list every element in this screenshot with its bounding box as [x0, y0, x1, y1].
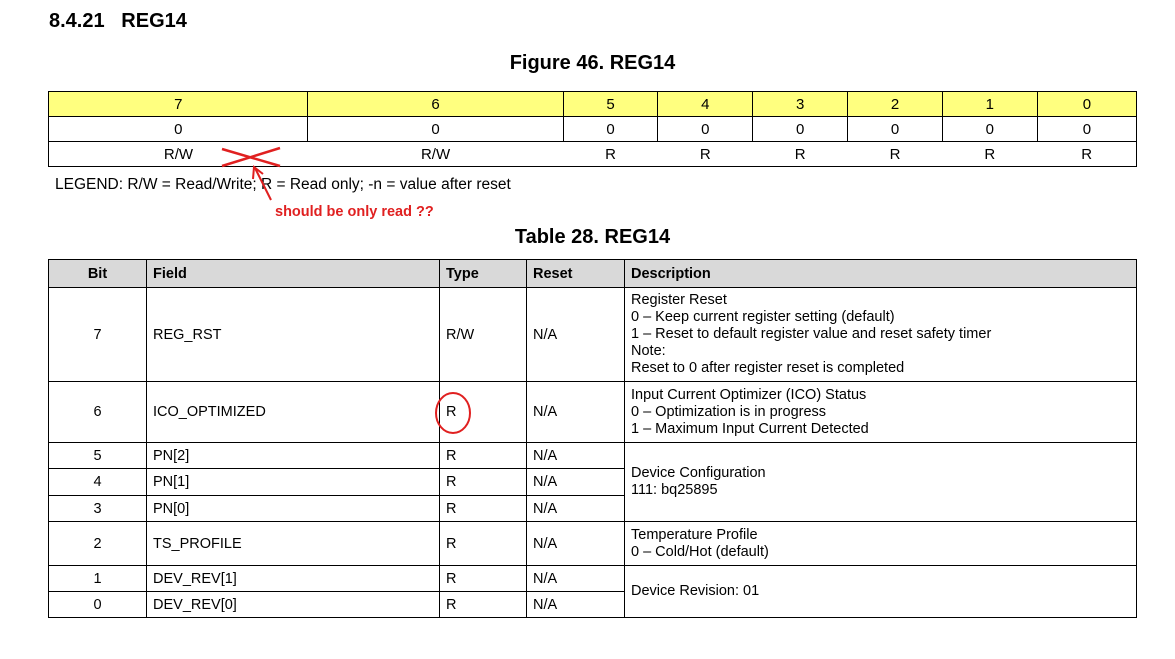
- description-line: 111: bq25895: [631, 482, 718, 498]
- type-cell: R: [440, 592, 527, 618]
- section-name: REG14: [121, 10, 187, 32]
- reset-value-cell: 0: [1037, 117, 1136, 142]
- field-cell: TS_PROFILE: [147, 522, 440, 566]
- description-line: 1 – Reset to default register value and reset safety timer: [631, 326, 992, 342]
- bit-register-figure: [48, 91, 1137, 167]
- reset-value-cell: 0: [658, 117, 753, 142]
- table-row: [49, 566, 1137, 592]
- bit-number-cell: 7: [49, 92, 308, 117]
- access-row: [49, 142, 1137, 167]
- description-line: Reset to 0 after register reset is completed: [631, 360, 905, 376]
- type-cell: R: [440, 522, 527, 566]
- bit-number-cell: 6: [308, 92, 563, 117]
- description-line: 0 – Keep current register setting (default): [631, 309, 895, 325]
- reset-value-cell: 0: [848, 117, 943, 142]
- header-type: Type: [440, 260, 527, 288]
- access-cell: R: [848, 142, 943, 167]
- bit-number-row: [49, 92, 1137, 117]
- description-cell: [625, 522, 1137, 566]
- bit-cell: 0: [49, 592, 147, 618]
- bit-cell: 3: [49, 496, 147, 522]
- access-cell: R: [658, 142, 753, 167]
- bit-number-cell: 4: [658, 92, 753, 117]
- reset-cell: N/A: [527, 496, 625, 522]
- type-cell: R: [440, 382, 527, 443]
- type-cell: R: [440, 443, 527, 469]
- access-cell: R: [753, 142, 848, 167]
- reset-cell: N/A: [527, 522, 625, 566]
- description-line: 1 – Maximum Input Current Detected: [631, 420, 869, 437]
- table-row: [49, 443, 1137, 469]
- reset-value-cell: 0: [942, 117, 1037, 142]
- bit-cell: 2: [49, 522, 147, 566]
- description-line: 0 – Optimization is in progress: [631, 403, 827, 420]
- field-cell: PN[1]: [147, 469, 440, 496]
- type-cell: R: [440, 496, 527, 522]
- table-row: [49, 382, 1137, 443]
- description-line: Device Revision: 01: [631, 583, 760, 599]
- reset-value-cell: 0: [308, 117, 563, 142]
- description-cell: [625, 288, 1137, 382]
- access-cell: R: [563, 142, 658, 167]
- bit-number-cell: 1: [942, 92, 1037, 117]
- description-line: Note:: [631, 343, 666, 359]
- annotation-note: should be only read ??: [275, 204, 434, 220]
- section-heading: [49, 10, 187, 33]
- register-field-table: [48, 259, 1137, 618]
- access-cell-crossed: R/W: [308, 142, 563, 167]
- table-header-row: [49, 260, 1137, 288]
- description-cell: [625, 443, 1137, 522]
- reset-value-cell: 0: [563, 117, 658, 142]
- header-field: Field: [147, 260, 440, 288]
- header-description: Description: [625, 260, 1137, 288]
- type-cell: R: [440, 566, 527, 592]
- reset-cell: N/A: [527, 443, 625, 469]
- field-cell: PN[0]: [147, 496, 440, 522]
- description-cell: [625, 566, 1137, 618]
- field-cell: ICO_OPTIMIZED: [147, 382, 440, 443]
- field-cell: PN[2]: [147, 443, 440, 469]
- description-cell: [625, 382, 1137, 443]
- table-row: [49, 288, 1137, 382]
- section-number: 8.4.21: [49, 10, 105, 32]
- field-cell: DEV_REV[0]: [147, 592, 440, 618]
- reset-cell: N/A: [527, 382, 625, 443]
- legend-text: LEGEND: R/W = Read/Write; R = Read only; -n = value after reset: [55, 176, 511, 193]
- access-cell: R: [942, 142, 1037, 167]
- header-reset: Reset: [527, 260, 625, 288]
- table-row: [49, 522, 1137, 566]
- reset-value-row: [49, 117, 1137, 142]
- reset-value-cell: 0: [753, 117, 848, 142]
- description-line: Register Reset: [631, 292, 727, 308]
- bit-cell: 7: [49, 288, 147, 382]
- description-line: 0 – Cold/Hot (default): [631, 543, 769, 560]
- bit-cell: 1: [49, 566, 147, 592]
- bit-number-cell: 0: [1037, 92, 1136, 117]
- type-cell: R: [440, 469, 527, 496]
- access-cell: R: [1037, 142, 1136, 167]
- reset-cell: N/A: [527, 592, 625, 618]
- figure-title: Figure 46. REG14: [509, 52, 676, 74]
- table-title: Table 28. REG14: [514, 226, 671, 248]
- description-line: Input Current Optimizer (ICO) Status: [631, 386, 867, 403]
- bit-cell: 4: [49, 469, 147, 496]
- reset-cell: N/A: [527, 288, 625, 382]
- bit-number-cell: 2: [848, 92, 943, 117]
- field-cell: DEV_REV[1]: [147, 566, 440, 592]
- bit-cell: 5: [49, 443, 147, 469]
- description-line: Temperature Profile: [631, 526, 758, 543]
- reset-cell: N/A: [527, 566, 625, 592]
- access-cell: R/W: [49, 142, 308, 167]
- bit-cell: 6: [49, 382, 147, 443]
- header-bit: Bit: [49, 260, 147, 288]
- field-cell: REG_RST: [147, 288, 440, 382]
- reset-cell: N/A: [527, 469, 625, 496]
- description-line: Device Configuration: [631, 465, 766, 481]
- type-cell: R/W: [440, 288, 527, 382]
- bit-number-cell: 5: [563, 92, 658, 117]
- bit-number-cell: 3: [753, 92, 848, 117]
- reset-value-cell: 0: [49, 117, 308, 142]
